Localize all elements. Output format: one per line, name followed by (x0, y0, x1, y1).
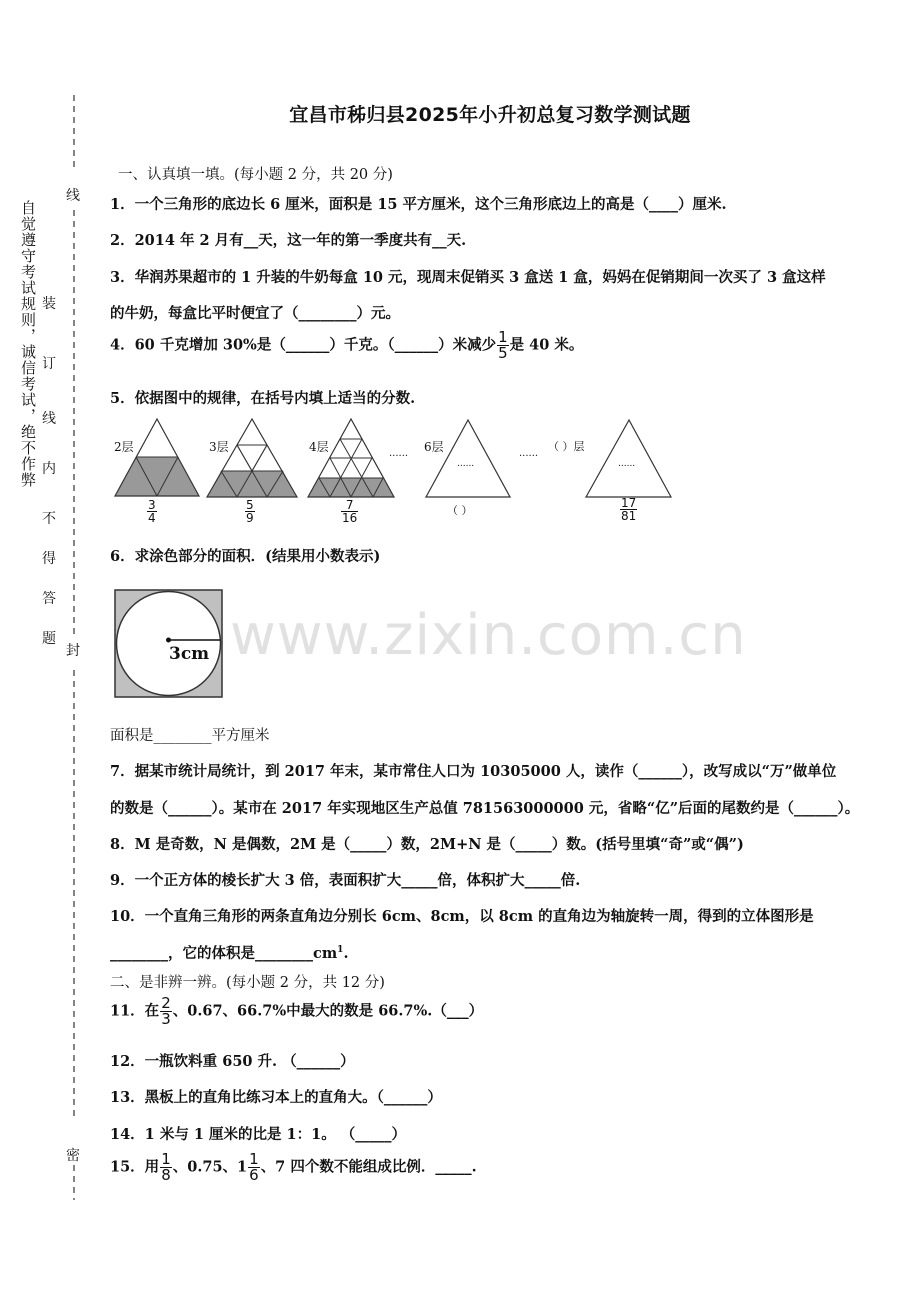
fraction-4-layers (340, 499, 359, 524)
question-1: 1．一个三角形的底边长 6 厘米，面积是 15 平方厘米，这个三角形底边上的高是（____）厘米. (110, 196, 727, 213)
margin-char-xian: 线 (66, 188, 80, 204)
fraction-denominator: 8 (161, 1166, 171, 1184)
inner-line (252, 445, 267, 471)
question-4-fraction (497, 330, 509, 361)
denominator: 81 (621, 509, 637, 523)
question-4-part2: 是 40 米。 (509, 336, 584, 354)
question-15 (110, 1152, 477, 1183)
margin-char-bu: 不 (42, 511, 56, 527)
period: . (343, 945, 349, 962)
shade-bottom-layer (207, 471, 297, 497)
fraction-numerator: 2 (161, 994, 171, 1012)
label-4-layers: 4层 (309, 440, 329, 454)
numerator: 17 (621, 496, 637, 510)
margin-char-ti: 题 (42, 631, 56, 647)
question-12: 12．一瓶饮料重 650 升. （______） (110, 1053, 355, 1070)
margin-char-feng: 封 (66, 643, 80, 659)
section2-heading: 二、是非辨一辨。(每小题 2 分，共 12 分) (110, 975, 385, 991)
q15-post: 、7 四个数不能组成比例．_____. (260, 1158, 477, 1176)
fraction-unknown-layers (619, 497, 638, 522)
question-5: 5．依据图中的规律，在括号内填上适当的分数. (110, 390, 416, 407)
margin-char-de: 得 (42, 551, 56, 567)
triangle-4-layers (308, 419, 394, 497)
triangle-pattern-figure (110, 415, 690, 535)
ellipsis-1: ...... (389, 448, 409, 459)
margin-char-ding: 订 (42, 356, 56, 372)
question-3-line2: 的牛奶，每盒比平时便宜了（________）元。 (110, 305, 400, 322)
numerator: 5 (246, 498, 254, 512)
question-10-text: ________，它的体积是________cm (110, 945, 338, 962)
question-2: 2．2014 年 2 月有__天，这一年的第一季度共有__天. (110, 232, 467, 249)
margin-char-xian2: 线 (42, 411, 56, 427)
denominator: 4 (148, 511, 156, 525)
radius-label: 3cm (169, 644, 210, 664)
shade-bottom-layer (115, 457, 199, 496)
denominator: 16 (342, 511, 358, 525)
margin-char-nei: 内 (42, 461, 56, 477)
ellipsis-inner-unknown: ...... (618, 459, 636, 469)
inner-line (237, 445, 252, 471)
q11-fraction (160, 996, 172, 1027)
q11-pre: 11．在 (110, 1002, 160, 1020)
margin-char-mi: 密 (66, 1148, 80, 1164)
fraction-denominator: 6 (249, 1166, 259, 1184)
label-unknown-layers: （ ）层 (548, 440, 585, 453)
question-4-part1: 4．60 千克增加 30%是（______）千克。（______）米减少 (110, 336, 497, 354)
site-watermark: www.zixin.com.cn (230, 603, 747, 668)
triangle-2-layers (115, 419, 199, 496)
numerator: 3 (148, 498, 156, 512)
q15-fraction-2 (248, 1152, 260, 1183)
question-3-line1: 3．华润苏果超市的 1 升装的牛奶每盒 10 元，现周末促销买 3 盒送 1 盒，妈妈在促销期间一次买了 3 盒这样 (110, 269, 826, 286)
numerator: 7 (341, 499, 358, 512)
answer-blank-6-layers: （ ） (447, 504, 473, 517)
question-7-line1: 7．据某市统计局统计，到 2017 年末，某市常住人口为 10305000 人，读作（______），改写成以“万”做单位 (110, 763, 837, 780)
q15-pre: 15．用 (110, 1158, 160, 1176)
question-10-line2 (110, 942, 349, 963)
question-7-line2: 的数是（______）。某市在 2017 年实现地区生产总值 781563000000 元，省略“亿”后面的尾数约是（______）。 (110, 800, 860, 817)
fraction-denominator: 3 (161, 1010, 171, 1028)
label-2-layers: 2层 (114, 440, 134, 454)
label-6-layers: 6层 (424, 440, 444, 454)
q11-post: 、0.67、66.7%中最大的数是 66.7%.（___） (172, 1002, 484, 1020)
fraction-numerator: 1 (498, 328, 508, 346)
question-14: 14．1 米与 1 厘米的比是 1：1。 （_____） (110, 1126, 407, 1143)
margin-char-zhuang: 装 (42, 296, 56, 312)
fraction-numerator: 1 (161, 1150, 171, 1168)
fraction-denominator: 5 (498, 344, 508, 362)
fraction-numerator: 1 (249, 1150, 259, 1168)
question-11 (110, 996, 483, 1027)
label-3-layers: 3层 (209, 440, 229, 454)
question-6: 6．求涂色部分的面积．(结果用小数表示) (110, 548, 381, 565)
question-6-answer: 面积是________平方厘米 (110, 728, 270, 744)
question-13: 13．黑板上的直角比练习本上的直角大。（______） (110, 1089, 442, 1106)
triangle-3-layers (207, 419, 297, 497)
question-9: 9．一个正方体的棱长扩大 3 倍，表面积扩大_____倍，体积扩大_____倍. (110, 872, 581, 889)
question-8: 8．M 是奇数，N 是偶数，2M 是（_____）数，2M+N 是（_____）数。(括号里填“奇”或“偶”) (110, 836, 744, 853)
superscript: 1 (337, 945, 344, 956)
question-4 (110, 330, 583, 361)
denominator: 9 (246, 511, 254, 525)
question-10-line1: 10．一个直角三角形的两条直角边分别长 6cm、8cm，以 8cm 的直角边为轴旋转一周，得到的立体图形是 (110, 908, 814, 925)
page-title: 宜昌市秭归县2025年小升初总复习数学测试题 (289, 104, 691, 126)
section1-heading: 一、认真填一填。(每小题 2 分，共 20 分) (118, 167, 393, 183)
q15-fraction-1 (160, 1152, 172, 1183)
ellipsis-2: ...... (519, 448, 539, 459)
fraction-2-layers (146, 499, 158, 524)
q15-mid: 、0.75、1 (172, 1158, 248, 1176)
margin-char-da: 答 (42, 591, 56, 607)
fraction-3-layers (244, 499, 256, 524)
honesty-pledge-text: 自觉遵守考试规则，诚信考试，绝不作弊 (19, 200, 37, 488)
ellipsis-inner-6: ...... (457, 459, 475, 469)
